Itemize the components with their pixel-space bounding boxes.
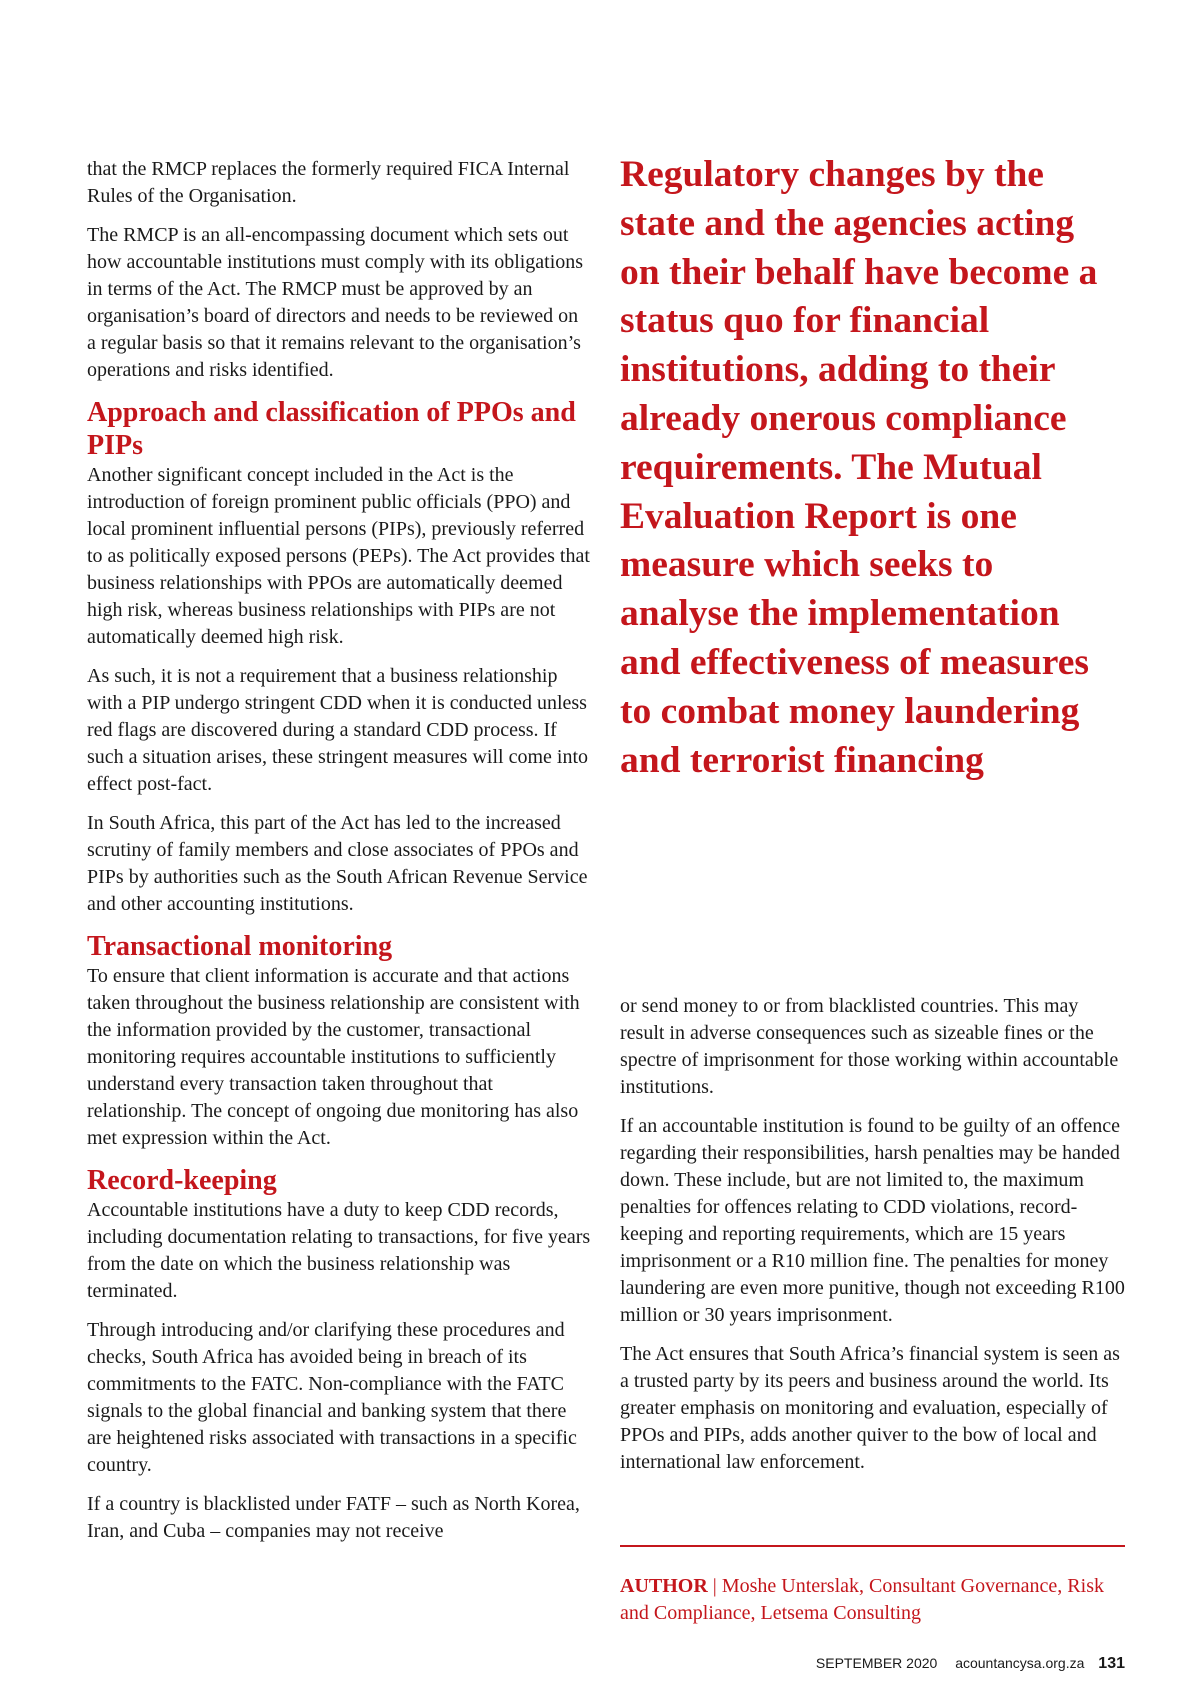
paragraph-record-keeping: Accountable institutions have a duty to keep CDD records, including documentation relating to transactions, for five years from the date on which the business relationship was terminated. <box>87 1199 591 1302</box>
footer-website: acountancysa.org.za <box>955 1655 1085 1671</box>
author-name: Moshe Unterslak, Consultant Governance, Risk and Compliance, Letsema Consulting <box>620 1575 1104 1624</box>
author-divider <box>620 1545 1125 1547</box>
paragraph-blacklisted-countries: If a country is blacklisted under FATF – such as North Korea, Iran, and Cuba – companies may not receive <box>87 1493 580 1542</box>
paragraph-pip-cdd: As such, it is not a requirement that a business relationship with a PIP undergo stringent CDD when it is conducted unless red flags are discovered during a standard CDD process. If such a situation arises, these stringent measures will come into effect post-fact. <box>87 665 588 795</box>
paragraph-ppo-pip-concept: Another significant concept included in the Act is the introduction of foreign prominent public officials (PPO) and local prominent influential persons (PIPs), previously referred to as politically exposed persons (PEPs). The Act provides that business relationships with PPOs are automatically deemed high risk, whereas business relationships with PIPs are not automatically deemed high risk. <box>87 464 590 648</box>
heading-record-keeping: Record-keeping <box>87 1165 277 1196</box>
author-label: AUTHOR <box>620 1575 708 1597</box>
pull-quote: Regulatory changes by the state and the agencies acting on their behalf have become a status quo for financial institutions, adding to their already onerous compliance requirements. The Mutual Evaluation Report is one measure which seeks to analyse the implementation and effectiveness of measures to combat money laundering and terrorist financing <box>620 154 1098 781</box>
author-credit <box>620 1573 1125 1627</box>
paragraph-penalties: If an accountable institution is found to be guilty of an offence regarding their responsibilities, harsh penalties may be handed down. These include, but are not limited to, the maximum penalties for offences relating to CDD violations, record-keeping and reporting requirements, which are 15 years imprisonment or a R10 million fine. The penalties for money laundering are even more punitive, though not exceeding R100 million or 30 years imprisonment. <box>620 1115 1125 1326</box>
page-footer <box>816 1655 1125 1673</box>
right-column <box>620 993 1125 1488</box>
paragraph-conclusion: The Act ensures that South Africa’s financial system is seen as a trusted party by its peers and business around the world. Its greater emphasis on monitoring and evaluation, especially of PPOs and PIPs, adds another quiver to the bow of local and international law enforcement. <box>620 1343 1120 1473</box>
heading-ppos-pips: Approach and classification of PPOs and PIPs <box>87 397 576 461</box>
paragraph-rmcp-replaces: that the RMCP replaces the formerly required FICA Internal Rules of the Organisation. <box>87 158 570 207</box>
paragraph-transactional-monitoring: To ensure that client information is accurate and that actions taken throughout the business relationship are consistent with the information provided by the customer, transactional monitoring requires accountable institutions to sufficiently understand every transaction taken throughout that relationship. The concept of ongoing due monitoring has also met expression within the Act. <box>87 965 580 1149</box>
paragraph-blacklist-consequences: or send money to or from blacklisted countries. This may result in adverse consequences such as sizeable fines or the spectre of imprisonment for those working within accountable institutions. <box>620 995 1119 1098</box>
paragraph-rmcp-description: The RMCP is an all-encompassing document which sets out how accountable institutions must comply with its obligations in terms of the Act. The RMCP must be approved by an organisation’s board of directors and needs to be reviewed on a regular basis so that it remains relevant to the organisation’s operations and risks identified. <box>87 224 584 381</box>
left-column <box>87 156 592 1557</box>
footer-date: SEPTEMBER 2020 <box>815 1655 938 1671</box>
heading-transactional-monitoring: Transactional monitoring <box>87 931 393 962</box>
page-number: 131 <box>1098 1655 1125 1672</box>
paragraph-south-africa-scrutiny: In South Africa, this part of the Act has led to the increased scrutiny of family members and close associates of PPOs and PIPs by authorities such as the South African Revenue Service and other accounting institutions. <box>87 812 588 915</box>
paragraph-fatc-compliance: Through introducing and/or clarifying these procedures and checks, South Africa has avoided being in breach of its commitments to the FATC. Non-compliance with the FATC signals to the global financial and banking system that there are heightened risks associated with transactions in a specific country. <box>87 1319 577 1476</box>
author-separator: | <box>707 1575 722 1597</box>
